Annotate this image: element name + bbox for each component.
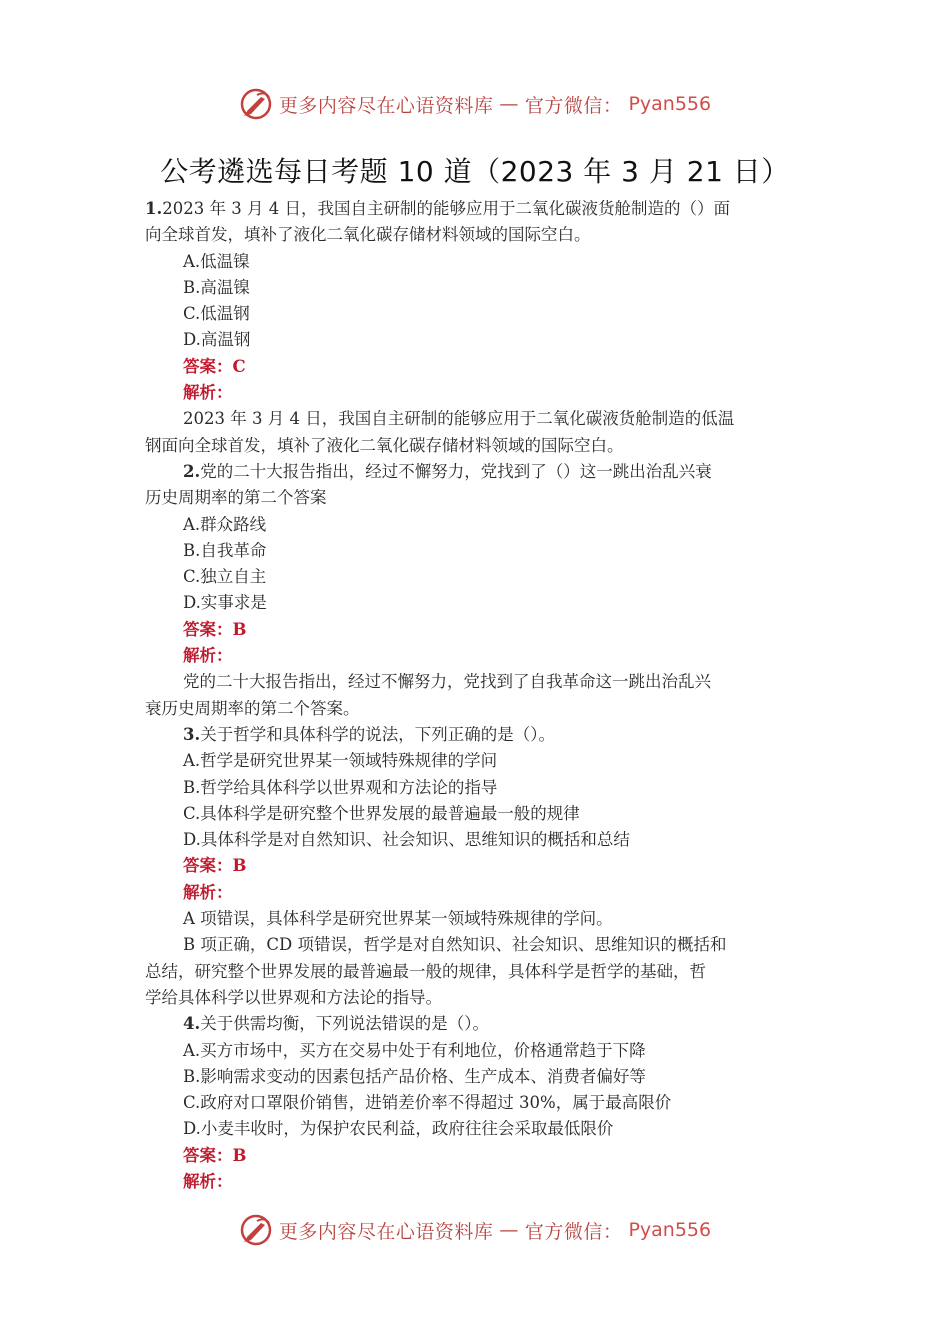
analysis-text: 2023 年 3 月 4 日，我国自主研制的能够应用于二氧化碳液货舱制造的低温 [183,409,735,429]
option-d: D.小麦丰收时，为保护农民利益，政府往往会采取最低限价 [183,1119,614,1139]
banner-wechat-id: Pyan556 [628,93,712,115]
analysis-text: A 项错误，具体科学是研究世界某一领域特殊规律的学问。 [183,909,613,929]
question-2-number: 2. [183,461,201,481]
option-c: C.低温钢 [183,304,250,324]
footer-banner [0,1210,950,1250]
banner-dash: — [499,93,519,115]
answer: 答案：C [183,356,246,376]
answer: 答案：B [183,856,247,876]
question-4-number: 4. [183,1014,201,1034]
option-c: C.具体科学是研究整个世界发展的最普遍最一般的规律 [183,803,580,823]
question-2-stem: 2.党的二十大报告指出，经过不懈努力，党找到了（）这一跳出治乱兴衰 [183,461,712,481]
question-2-stem-cont: 历史周期率的第二个答案 [145,488,327,508]
banner-text: 更多内容尽在心语资料库 [278,94,494,117]
analysis-text: 总结，研究整个世界发展的最普遍最一般的规律，具体科学是哲学的基础，哲 [145,961,706,981]
question-3-number: 3. [183,724,201,744]
header-banner [0,84,950,124]
question-4-stem: 4.关于供需均衡，下列说法错误的是（）。 [183,1014,489,1034]
option-a: A.买方市场中，买方在交易中处于有利地位，价格通常趋于下降 [183,1040,646,1060]
analysis-text: 学给具体科学以世界观和方法论的指导。 [145,987,442,1007]
banner-dash: — [499,1219,519,1241]
answer: 答案：B [183,619,247,639]
pen-logo-icon [239,87,273,121]
option-d: D.高温钢 [183,330,251,350]
question-list [145,196,807,1195]
analysis-text: 钢面向全球首发，填补了液化二氧化碳存储材料领域的国际空白。 [145,435,624,455]
option-b: B.自我革命 [183,540,267,560]
analysis-label: 解析： [183,1171,233,1191]
analysis-text: B 项正确，CD 项错误，哲学是对自然知识、社会知识、思维知识的概括和 [183,935,727,955]
option-b: B.高温镍 [183,277,250,297]
analysis-label: 解析： [183,383,233,403]
option-d: D.实事求是 [183,593,267,613]
option-a: A.群众路线 [183,514,267,534]
option-a: A.哲学是研究世界某一领域特殊规律的学问 [183,751,498,771]
question-1-stem: 1.2023 年 3 月 4 日，我国自主研制的能够应用于二氧化碳液货舱制造的（）面 [145,199,730,218]
option-c: C.政府对口罩限价销售，进销差价率不得超过 30%，属于最高限价 [183,1093,672,1113]
page-title: 公考遴选每日考题 10 道（2023 年 3 月 21 日） [160,155,790,188]
banner-wechat-id: Pyan556 [628,1219,712,1241]
option-d: D.具体科学是对自然知识、社会知识、思维知识的概括和总结 [183,830,630,850]
analysis-text: 衰历史周期率的第二个答案。 [145,698,360,718]
pen-logo-icon [239,1213,273,1247]
question-1-number: 1. [145,199,163,218]
option-b: B.影响需求变动的因素包括产品价格、生产成本、消费者偏好等 [183,1066,646,1086]
banner-text: 更多内容尽在心语资料库 [278,1220,494,1243]
answer: 答案：B [183,1145,247,1165]
question-1-stem-cont: 向全球首发，填补了液化二氧化碳存储材料领域的国际空白。 [145,225,591,245]
option-c: C.独立自主 [183,567,267,587]
analysis-label: 解析： [183,646,233,666]
question-3-stem: 3.关于哲学和具体科学的说法，下列正确的是（）。 [183,724,555,744]
banner-wechat-label: 官方微信： [524,94,623,117]
analysis-label: 解析： [183,882,233,902]
banner-wechat-label: 官方微信： [524,1220,623,1243]
option-a: A.低温镍 [183,251,250,271]
analysis-text: 党的二十大报告指出，经过不懈努力，党找到了自我革命这一跳出治乱兴 [183,672,711,692]
option-b: B.哲学给具体科学以世界观和方法论的指导 [183,777,498,797]
